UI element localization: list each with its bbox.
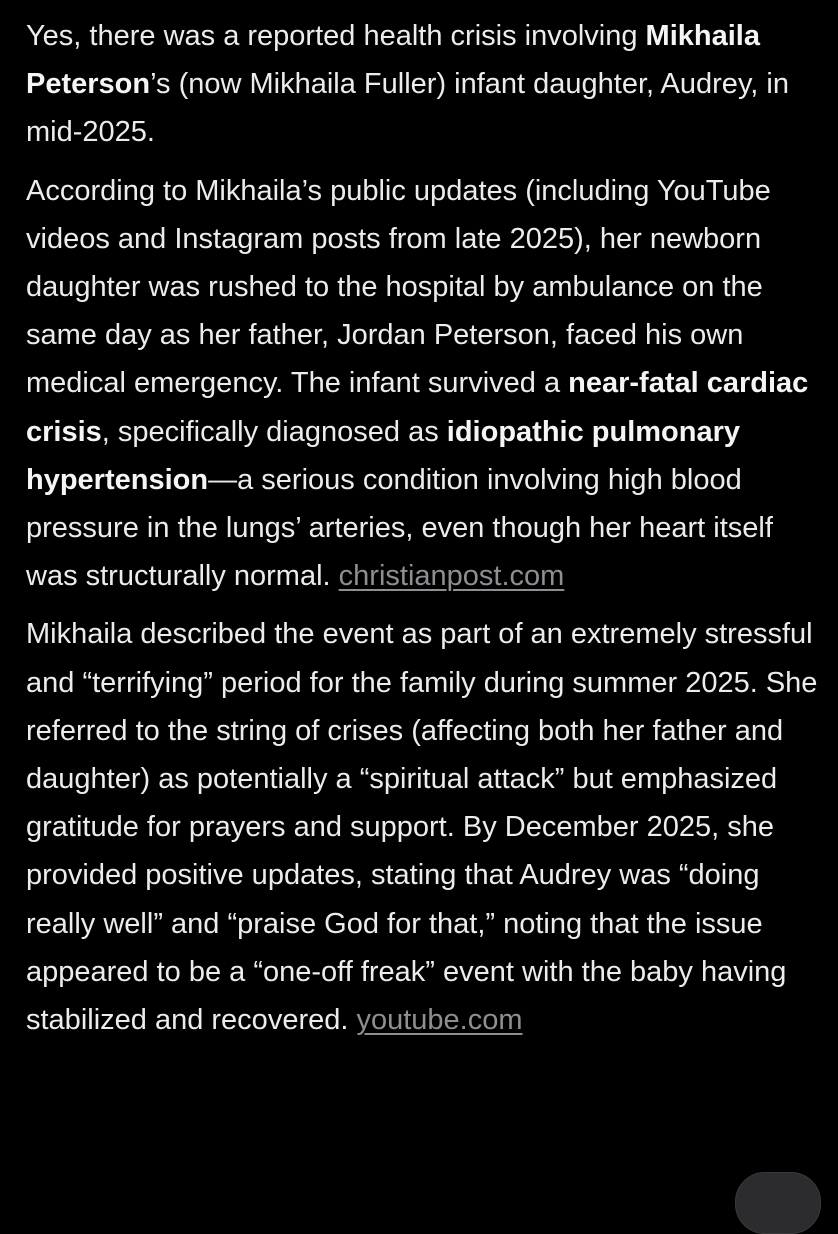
paragraph-intro-text-post: ’s (now Mikhaila Fuller) infant daughter, Audrey, in mid-2025. [26,68,789,149]
paragraph-details [26,167,818,601]
paragraph-details-text-2: , specifically diagnosed as [101,415,447,448]
source-link-youtube[interactable]: youtube.com [356,1004,523,1037]
paragraph-details-text-1: According to Mikhaila’s public updates (including YouTube videos and Instagram posts from late 2025), her newborn daughter was rushed to the hospital by ambulance on the same day as her father, Jordan Peterson, faced his own medical emergency. The infant survived a [26,174,771,400]
bold-diagnosis: idiopathic pulmonary hypertension [26,415,741,496]
paragraph-updates-text: Mikhaila described the event as part of an extremely stressful and “terrifying” period for the family during summer 2025. She referred to the string of crises (affecting both her father and daughter) as potentially a “spiritual attack” but emphasized gratitude for prayers and support. By December 2025, she provided positive updates, stating that Audrey was “doing really well” and “praise God for that,” noting that the issue appeared to be a “one-off freak” event with the baby having stabilized and recovered. [26,618,818,1037]
bold-cardiac-crisis: near-fatal cardiac crisis [26,367,809,448]
paragraph-intro [26,12,818,157]
paragraph-intro-text-pre: Yes, there was a reported health crisis involving [26,20,646,52]
paragraph-details-text-3: —a serious condition involving high blood pressure in the lungs’ arteries, even though her heart itself was structurally normal. [26,463,773,593]
response-message [26,12,818,1044]
bold-name: Mikhaila Peterson [26,20,760,101]
paragraph-updates [26,610,818,1044]
source-link-christianpost[interactable]: christianpost.com [338,560,565,593]
scroll-to-bottom-button[interactable] [735,1172,821,1234]
